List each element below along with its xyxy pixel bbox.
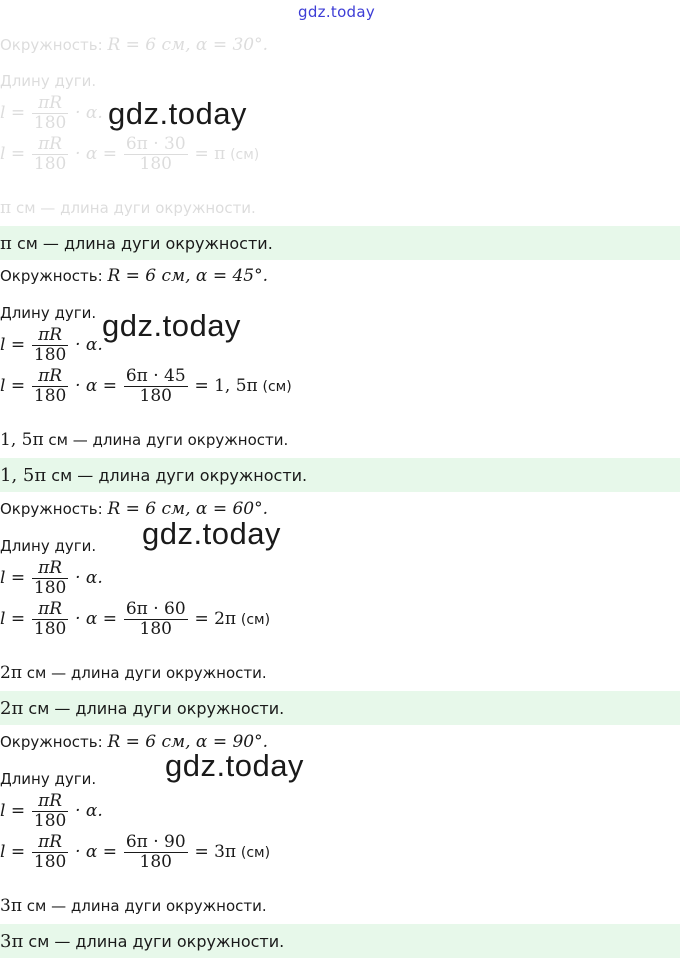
calc-result: = 3π bbox=[194, 842, 237, 862]
formula-line bbox=[0, 559, 103, 598]
formula-lhs: l = bbox=[0, 801, 26, 821]
formula-rhs: · α. bbox=[75, 568, 103, 588]
conclusion-text: см — длина дуги окружности. bbox=[48, 431, 289, 449]
formula-rhs: · α. bbox=[75, 335, 103, 355]
given-line bbox=[0, 35, 268, 55]
given-line bbox=[0, 266, 268, 286]
calc-mid: · α = bbox=[75, 144, 118, 164]
conclusion-line bbox=[0, 896, 267, 916]
calc-fraction-1 bbox=[32, 367, 68, 406]
watermark-2: gdz.today bbox=[102, 308, 241, 343]
calc-frac2-denominator: 180 bbox=[139, 619, 172, 639]
find-line: Длину дуги. bbox=[0, 72, 97, 90]
calculation-line bbox=[0, 833, 270, 872]
calc-frac2-denominator: 180 bbox=[139, 852, 172, 872]
calc-fraction-1 bbox=[32, 833, 68, 872]
formula-numerator: πR bbox=[32, 559, 68, 579]
calc-frac2-numerator: 6π · 90 bbox=[125, 832, 186, 852]
answer-value: 1, 5π bbox=[0, 464, 47, 486]
calc-lhs: l = bbox=[0, 144, 26, 164]
watermark-4: gdz.today bbox=[165, 748, 304, 783]
answer-text: см — длина дуги окружности. bbox=[51, 465, 308, 485]
formula-rhs: · α. bbox=[75, 801, 103, 821]
answer-box bbox=[0, 924, 680, 958]
calc-result: = 2π bbox=[194, 609, 237, 629]
calc-fraction-2 bbox=[124, 600, 188, 639]
formula-fraction bbox=[32, 326, 68, 365]
formula-lhs: l = bbox=[0, 335, 26, 355]
calc-result: = 1, 5π bbox=[194, 376, 258, 396]
calc-fraction-2 bbox=[124, 367, 188, 406]
watermark-1: gdz.today bbox=[108, 96, 247, 131]
given-formula: R = 6 см, α = 90°. bbox=[107, 732, 268, 752]
formula-denominator: 180 bbox=[33, 345, 67, 365]
calc-frac1-denominator: 180 bbox=[33, 852, 67, 872]
given-prefix: Окружность: bbox=[0, 267, 103, 285]
formula-numerator: πR bbox=[32, 326, 68, 346]
given-prefix: Окружность: bbox=[0, 733, 103, 751]
find-line: Длину дуги. bbox=[0, 770, 97, 788]
calc-frac2-denominator: 180 bbox=[139, 386, 172, 406]
formula-denominator: 180 bbox=[33, 811, 67, 831]
calc-frac1-numerator: πR bbox=[32, 135, 68, 155]
conclusion-value: 1, 5π bbox=[0, 430, 44, 450]
formula-denominator: 180 bbox=[33, 113, 67, 133]
find-line: Длину дуги. bbox=[0, 537, 97, 555]
conclusion-line bbox=[0, 430, 288, 450]
calc-lhs: l = bbox=[0, 609, 26, 629]
calculation-line bbox=[0, 367, 292, 406]
calc-fraction-1 bbox=[32, 135, 68, 174]
calc-frac2-denominator: 180 bbox=[139, 154, 172, 174]
formula-fraction bbox=[32, 94, 68, 133]
conclusion-text: см — длина дуги окружности. bbox=[15, 199, 256, 217]
given-prefix: Окружность: bbox=[0, 500, 103, 518]
answer-value: 3π bbox=[0, 930, 24, 952]
calc-frac1-numerator: πR bbox=[32, 367, 68, 387]
calc-frac2-numerator: 6π · 60 bbox=[125, 599, 186, 619]
given-formula: R = 6 см, α = 30°. bbox=[107, 35, 268, 55]
formula-line bbox=[0, 326, 103, 365]
calc-frac1-numerator: πR bbox=[32, 600, 68, 620]
answer-text: см — длина дуги окружности. bbox=[16, 233, 273, 253]
given-formula: R = 6 см, α = 45°. bbox=[107, 266, 268, 286]
calculation-line bbox=[0, 600, 270, 639]
calc-mid: · α = bbox=[75, 842, 118, 862]
calc-mid: · α = bbox=[75, 376, 118, 396]
formula-lhs: l = bbox=[0, 103, 26, 123]
conclusion-line bbox=[0, 663, 267, 683]
calc-frac2-numerator: 6π · 30 bbox=[125, 134, 186, 154]
formula-fraction bbox=[32, 559, 68, 598]
answer-text: см — длина дуги окружности. bbox=[28, 931, 285, 951]
calc-fraction-2 bbox=[124, 833, 188, 872]
given-prefix: Окружность: bbox=[0, 36, 103, 54]
answer-box bbox=[0, 226, 680, 260]
calc-unit: (см) bbox=[240, 612, 271, 628]
conclusion-value: 2π bbox=[0, 663, 22, 683]
calc-frac1-denominator: 180 bbox=[33, 154, 67, 174]
watermark-3: gdz.today bbox=[142, 516, 281, 551]
calculation-line bbox=[0, 135, 259, 174]
calc-unit: (см) bbox=[240, 845, 271, 861]
conclusion-line bbox=[0, 198, 256, 218]
formula-rhs: · α. bbox=[75, 103, 103, 123]
answer-value: 2π bbox=[0, 697, 24, 719]
find-line: Длину дуги. bbox=[0, 304, 97, 322]
answer-value: π bbox=[0, 232, 12, 254]
calc-lhs: l = bbox=[0, 376, 26, 396]
answer-text: см — длина дуги окружности. bbox=[28, 698, 285, 718]
calc-fraction-1 bbox=[32, 600, 68, 639]
formula-lhs: l = bbox=[0, 568, 26, 588]
conclusion-text: см — длина дуги окружности. bbox=[26, 897, 267, 915]
calc-frac1-numerator: πR bbox=[32, 833, 68, 853]
calc-frac1-denominator: 180 bbox=[33, 619, 67, 639]
calc-lhs: l = bbox=[0, 842, 26, 862]
calc-mid: · α = bbox=[75, 609, 118, 629]
calc-frac2-numerator: 6π · 45 bbox=[125, 366, 186, 386]
formula-numerator: πR bbox=[32, 94, 68, 114]
calc-unit: (см) bbox=[230, 147, 260, 163]
formula-fraction bbox=[32, 792, 68, 831]
formula-denominator: 180 bbox=[33, 578, 67, 598]
calc-frac1-denominator: 180 bbox=[33, 386, 67, 406]
answer-box bbox=[0, 458, 680, 492]
formula-numerator: πR bbox=[32, 792, 68, 812]
top-watermark: gdz.today bbox=[298, 3, 376, 21]
calc-result: = π bbox=[194, 144, 226, 164]
calc-fraction-2 bbox=[124, 135, 188, 174]
conclusion-text: см — длина дуги окружности. bbox=[26, 664, 267, 682]
formula-line bbox=[0, 792, 103, 831]
formula-line bbox=[0, 94, 103, 133]
conclusion-value: 3π bbox=[0, 896, 22, 916]
conclusion-value: π bbox=[0, 198, 12, 218]
given-formula: R = 6 см, α = 60°. bbox=[107, 499, 268, 519]
answer-box bbox=[0, 691, 680, 725]
calc-unit: (см) bbox=[262, 379, 292, 395]
